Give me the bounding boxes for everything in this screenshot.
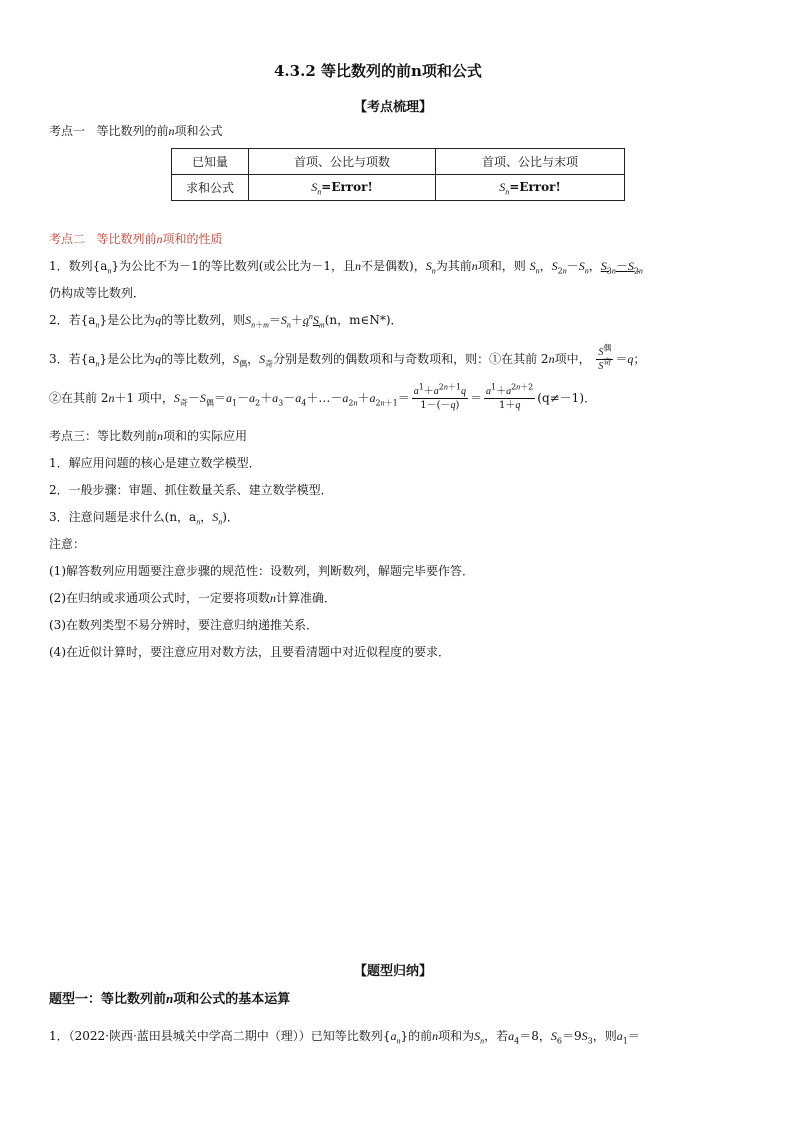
table-row xyxy=(172,149,625,175)
sum-fraction-2: $\frac{a^1+a^{2n+2}}{1+q}$ xyxy=(485,382,534,411)
table-cell: $S_n=Error$! xyxy=(436,175,625,201)
section-heading-kaodian: 【考点梳理】 xyxy=(354,100,433,115)
type1-heading: 题型一：等比数列前n项和公式的基本运算 xyxy=(49,991,291,1007)
kp3-heading: 考点三：等比数列前n项和的实际应用 xyxy=(49,429,248,443)
ratio-fraction: $\frac{S^偶}{S^奇}$ xyxy=(598,343,612,372)
kp3-note-label: 注意： xyxy=(49,537,86,551)
table-row xyxy=(172,175,625,201)
section-heading-tixing: 【题型归纳】 xyxy=(354,964,433,979)
kp3-note4: (4)在近似计算时，要注意应用对数方法，且要看清题中对近似程度的要求． xyxy=(49,645,451,659)
kp2-item2: 2．若$\{a_n\}$是公比为q的等比数列，则$S_{n+m}=S_n+q^nS_m(n$，m∈N*)． xyxy=(49,312,403,330)
kp3-item3: 3．注意问题是求什么(n，$a_n$，$S_n$)． xyxy=(49,510,239,527)
table-row-label: 求和公式 xyxy=(172,175,249,201)
table-header-cell: 已知量 xyxy=(172,149,249,175)
sum-fraction-1: $\frac{a^1+a^{2n+1}q}{1-(-q)}$ xyxy=(413,382,466,411)
kp3-item2: 2．一般步骤：审题、抓住数量关系、建立数学模型． xyxy=(49,483,333,497)
kp3-item1: 1．解应用问题的核心是建立数学模型． xyxy=(49,456,261,470)
kp2-item3-line2: ②在其前 2n＋1 项中，$S_奇-S_偶=a_1-a_2+a_3-a_4+\dots-a_{2n}+a_{2n+1}=$ $\frac{a^1+a^{2n+1}q}{1-(-q)}$ ＝ $\frac{a^1+a^{2n+2}}{1+q}$ (q≠－1)． xyxy=(49,382,597,411)
kp2-item1: 1．数列$\{a_n\}$为公比不为－1的等比数列(或公比为－1，且n不是偶数)，$S_n$为其前n项和，则 $S_n$，$S_{2n}-S_n$，$S_{3n}-S_{2n}$ xyxy=(49,259,643,276)
kp3-note1: (1)解答数列应用题要注意步骤的规范性：设数列，判断数列，解题完毕要作答． xyxy=(49,564,475,578)
kp2-item1-line2: 仍构成等比数列． xyxy=(49,286,146,300)
kp1-heading: 考点一 等比数列的前n项和公式 xyxy=(49,124,223,138)
kp3-note2: (2)在归纳或求通项公式时，一定要将项数n计算准确． xyxy=(49,591,337,605)
table-header-cell: 首项、公比与末项 xyxy=(436,149,625,175)
page-title: 4.3.2 等比数列的前n项和公式 xyxy=(274,62,482,80)
formula-table xyxy=(171,148,625,201)
kp2-item3: 3．若$\{a_n\}$是公比为q的等比数列，$S_偶$，$S_奇$分别是数列的偶数项和与奇数项和，则：①在其前 2n项中， $\frac{S^偶}{S^奇}$ ＝q； xyxy=(49,343,646,372)
kp2-heading: 考点二 等比数列前n项和的性质 xyxy=(49,232,223,246)
table-cell: $S_n=Error$! xyxy=(249,175,436,201)
table-header-cell: 首项、公比与项数 xyxy=(249,149,436,175)
question-1: 1．（2022·陕西·蓝田县城关中学高二期中（理））已知等比数列$\{a_n\}$的前n项和为$S_n$，若$a_4=8$，$S_6=9S_3$，则$a_1=$ xyxy=(49,1029,640,1046)
kp3-note3: (3)在数列类型不易分辨时，要注意归纳递推关系． xyxy=(49,618,318,632)
